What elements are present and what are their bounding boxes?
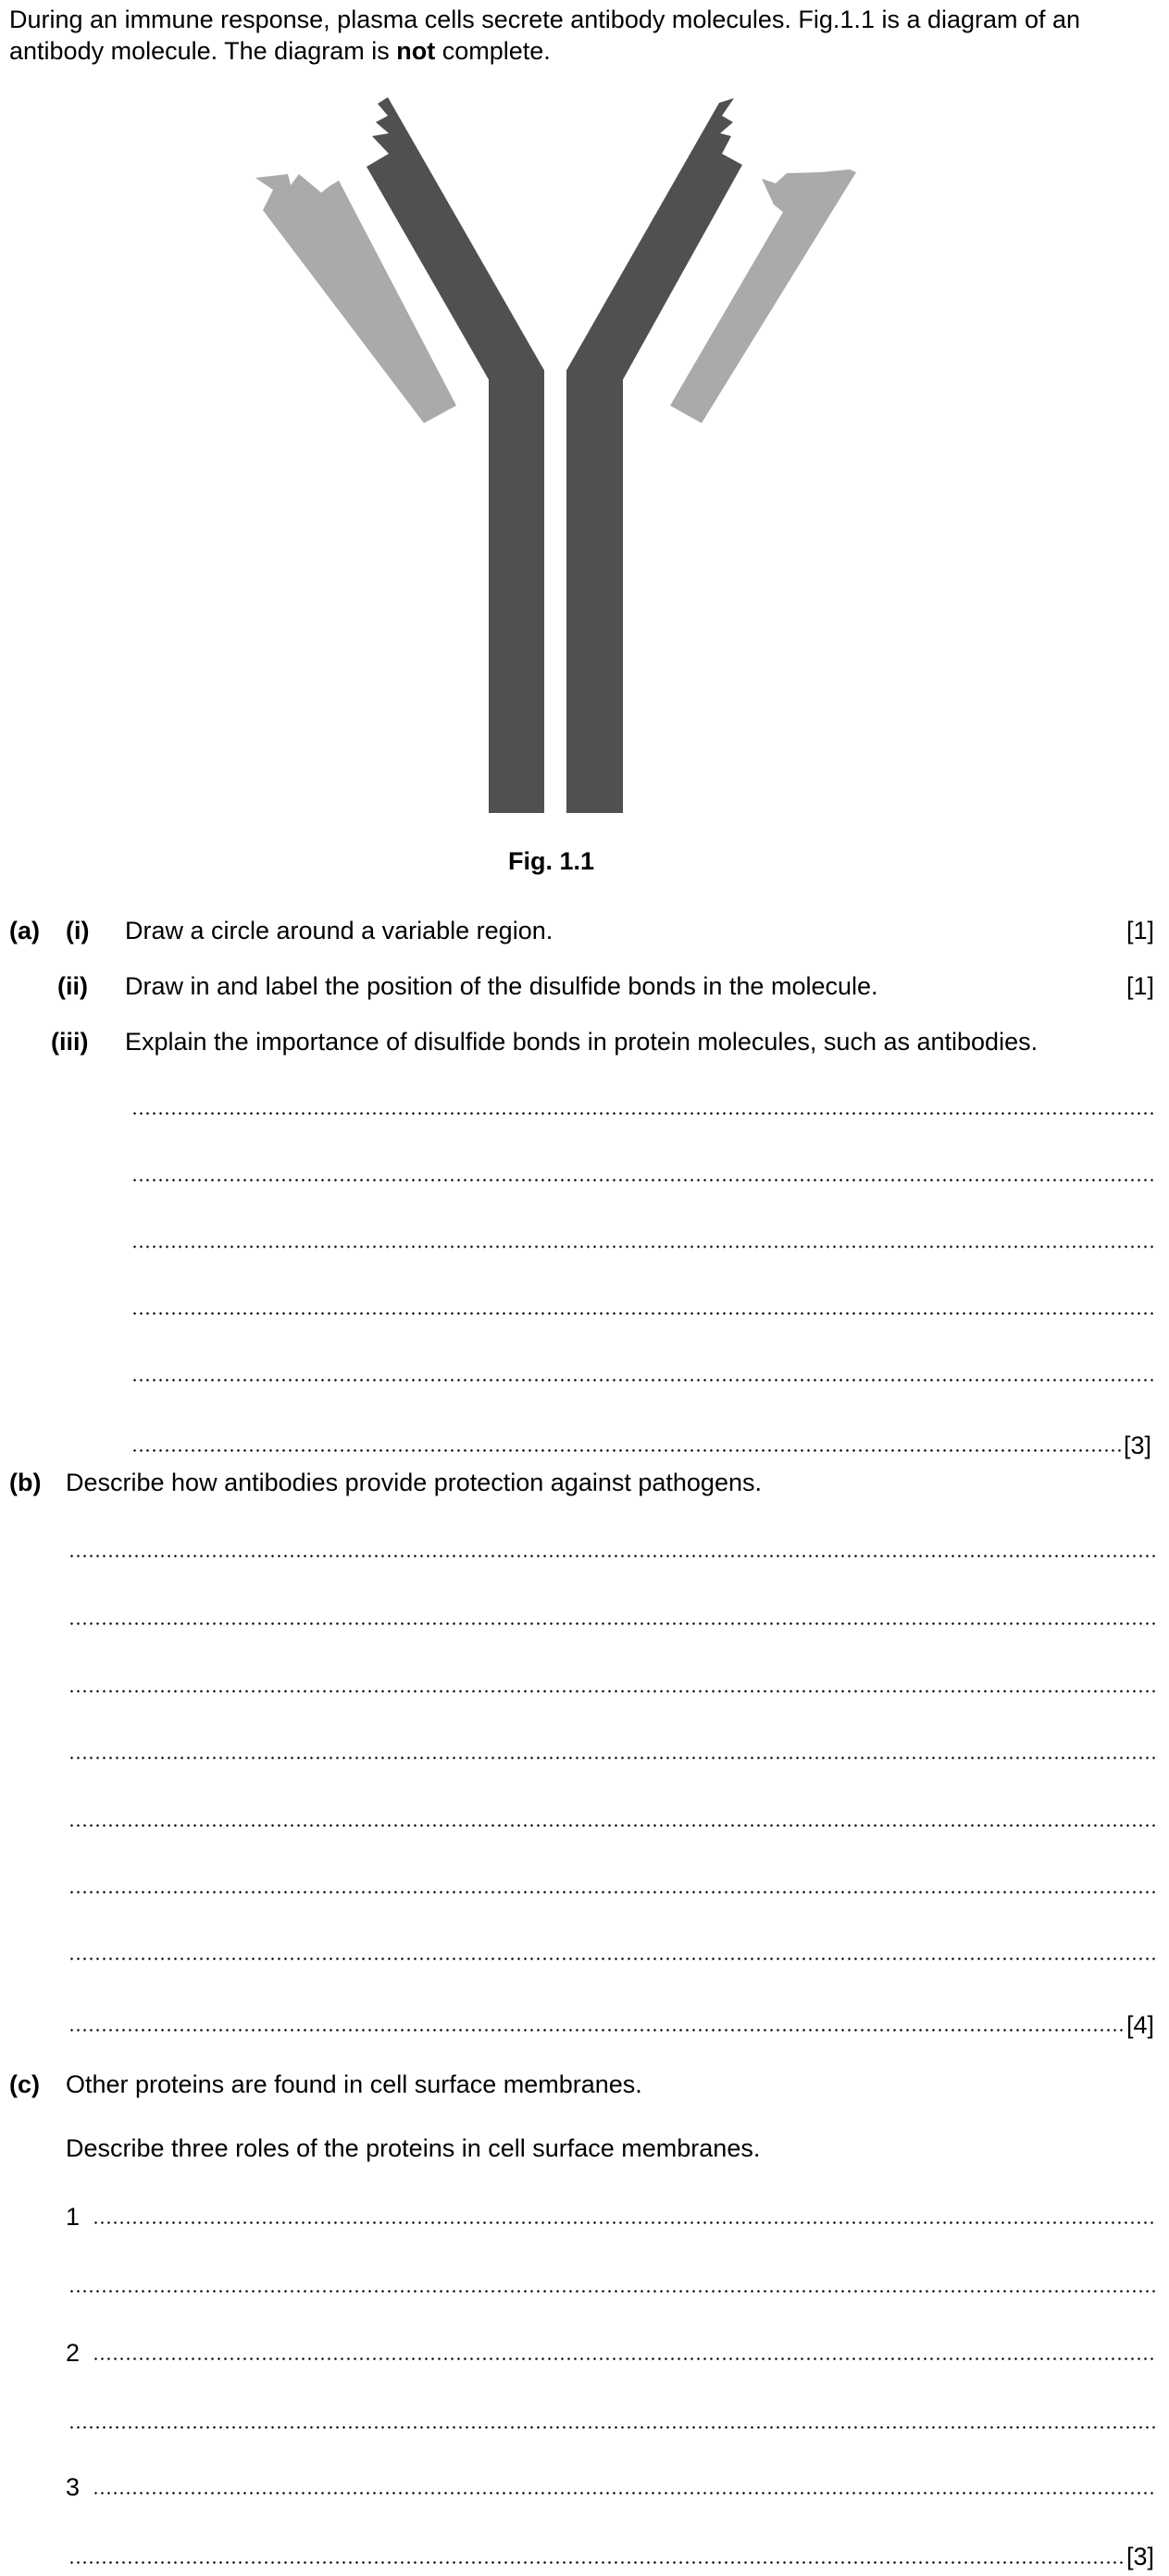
answer-line-a-iii-2[interactable] bbox=[131, 1179, 1155, 1182]
question-a-i-text: Draw a circle around a variable region. bbox=[125, 917, 553, 944]
question-a-iii-text: Explain the importance of disulfide bonds in protein molecules, such as antibodies. bbox=[125, 1028, 1038, 1056]
heavy-chain-left bbox=[367, 97, 544, 813]
answer-line-b-3[interactable] bbox=[68, 1690, 1155, 1693]
question-b-text: Describe how antibodies provide protection against pathogens. bbox=[66, 1469, 762, 1496]
question-a-i-label: (i) bbox=[66, 917, 90, 944]
answer-line-a-iii-3[interactable] bbox=[131, 1245, 1155, 1248]
question-c-marks: [3] bbox=[1126, 2543, 1155, 2570]
intro-text-1: During an immune response, plasma cells secrete antibody molecules. Fig.1.1 is a diagram of an antibody molecule. The diagram is bbox=[9, 6, 1081, 65]
answer-line-a-iii-6[interactable] bbox=[131, 1449, 1122, 1452]
answer-line-c-1b[interactable] bbox=[68, 2290, 1155, 2293]
answer-number-2: 2 bbox=[66, 2339, 81, 2367]
answer-line-a-iii-5[interactable] bbox=[131, 1379, 1155, 1382]
answer-line-b-8[interactable] bbox=[68, 2029, 1125, 2032]
question-a-i-marks: [1] bbox=[1126, 917, 1155, 944]
question-a-ii-marks: [1] bbox=[1126, 972, 1155, 1000]
answer-line-b-4[interactable] bbox=[68, 1757, 1155, 1759]
answer-line-a-iii-1[interactable] bbox=[131, 1112, 1155, 1115]
answer-line-b-2[interactable] bbox=[68, 1622, 1155, 1625]
question-b-marks: [4] bbox=[1126, 2011, 1155, 2039]
answer-line-c-2b[interactable] bbox=[68, 2426, 1155, 2429]
answer-line-b-1[interactable] bbox=[68, 1555, 1155, 1557]
question-a-label: (a) bbox=[9, 917, 40, 944]
answer-line-b-7[interactable] bbox=[68, 1957, 1155, 1960]
question-a-ii-text: Draw in and label the position of the disulfide bonds in the molecule. bbox=[125, 972, 878, 1000]
answer-number-1: 1 bbox=[66, 2203, 81, 2231]
intro-text-2: complete. bbox=[435, 37, 551, 65]
question-a-ii-label: (ii) bbox=[57, 972, 88, 1000]
answer-line-b-6[interactable] bbox=[68, 1891, 1155, 1894]
heavy-chain-right bbox=[566, 98, 742, 813]
answer-number-3: 3 bbox=[66, 2473, 81, 2501]
answer-line-c-3b[interactable] bbox=[68, 2561, 1125, 2564]
question-c-label: (c) bbox=[9, 2070, 40, 2098]
answer-line-c-3a[interactable] bbox=[93, 2492, 1155, 2495]
intro-paragraph bbox=[9, 4, 1162, 67]
antibody-diagram bbox=[250, 93, 861, 824]
answer-line-b-5[interactable] bbox=[68, 1824, 1155, 1827]
question-c-text-1: Other proteins are found in cell surface membranes. bbox=[66, 2070, 642, 2098]
question-a-iii-label: (iii) bbox=[51, 1028, 89, 1056]
question-b-label: (b) bbox=[9, 1469, 42, 1496]
figure-caption: Fig. 1.1 bbox=[508, 847, 595, 875]
answer-line-c-1a[interactable] bbox=[93, 2221, 1155, 2224]
answer-line-c-2a[interactable] bbox=[93, 2357, 1155, 2360]
intro-text-bold: not bbox=[396, 37, 436, 65]
question-c-text-2: Describe three roles of the proteins in cell surface membranes. bbox=[66, 2134, 761, 2162]
question-a-iii-marks: [3] bbox=[1124, 1432, 1152, 1459]
answer-line-a-iii-4[interactable] bbox=[131, 1312, 1155, 1315]
